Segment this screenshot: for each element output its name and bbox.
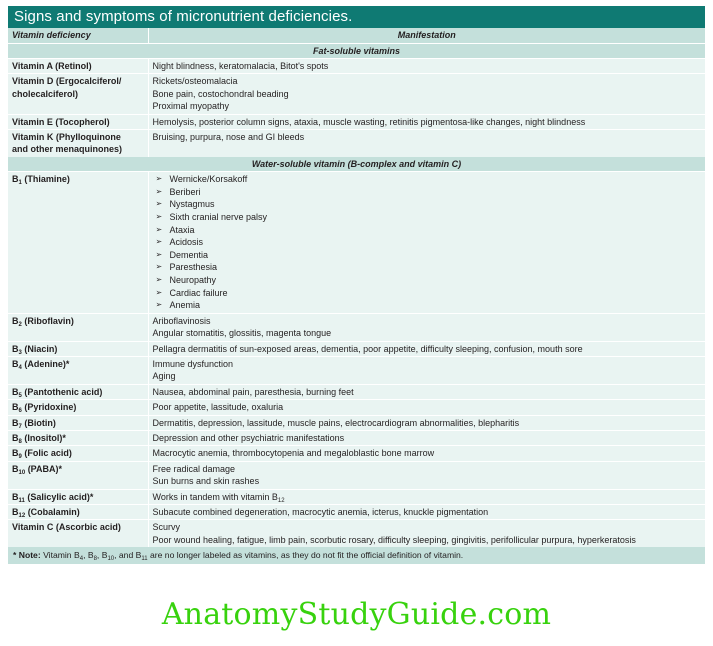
table-row-b9 xyxy=(8,446,705,461)
vitamin-letter: B xyxy=(12,343,19,354)
manifestation-line: Rickets/osteomalacia xyxy=(152,76,238,87)
manifestation-cell xyxy=(148,74,705,114)
vitamin-name-line: Vitamin D (Ergocalciferol/ xyxy=(12,76,122,87)
vitamin-subscript: 6 xyxy=(18,408,22,415)
manifestation-line: Dermatitis, depression, lassitude, muscle pains, electrocardiogram abnormalities, blepharitis xyxy=(152,417,520,428)
header-vitamin-deficiency: Vitamin deficiency xyxy=(8,28,148,43)
vitamin-name xyxy=(8,400,148,415)
manifestation-line: Sun burns and skin rashes xyxy=(152,476,260,487)
vitamin-subscript: 5 xyxy=(18,392,22,399)
header-manifestation: Manifestation xyxy=(148,28,705,43)
vitamin-subscript: 2 xyxy=(18,321,22,328)
table-header-row xyxy=(8,28,705,43)
manifestation-cell xyxy=(148,400,705,415)
list-item: ➢ Wernicke/Korsakoff xyxy=(153,173,702,186)
table-row-b12 xyxy=(8,505,705,520)
manifestation-line: Pellagra dermatitis of sun-exposed areas, dementia, poor appetite, difficulty sleeping, confusion, mouth sore xyxy=(152,343,583,354)
vitamin-subscript: 11 xyxy=(18,497,25,504)
vitamin-subscript: 3 xyxy=(18,349,22,356)
manifestation-cell xyxy=(148,129,705,156)
manifestation-cell xyxy=(148,172,705,314)
manifestation-cell xyxy=(148,446,705,461)
vitamin-name xyxy=(8,431,148,446)
table-row-b11 xyxy=(8,489,705,504)
footnote-subscript: 11 xyxy=(141,556,148,563)
vitamin-name xyxy=(8,384,148,399)
vitamin-name: Vitamin C (Ascorbic acid) xyxy=(8,520,148,547)
vitamin-letter: B xyxy=(12,315,19,326)
vitamin-chemical-name: (Biotin) xyxy=(21,417,56,428)
vitamin-chemical-name: (PABA)* xyxy=(25,463,63,474)
vitamin-name xyxy=(8,415,148,430)
manifestation-cell xyxy=(148,58,705,73)
list-item: ➢ Sixth cranial nerve palsy xyxy=(153,211,702,224)
manifestation-cell xyxy=(148,415,705,430)
micronutrient-table-figure xyxy=(8,6,705,564)
footnote-text: , and B xyxy=(114,550,142,561)
manifestation-line: Angular stomatitis, glossitis, magenta tongue xyxy=(152,328,332,339)
vitamin-letter: B xyxy=(12,448,19,459)
vitamin-name-line: and other menaquinones) xyxy=(12,144,123,155)
vitamin-letter: B xyxy=(12,507,19,518)
vitamin-name: Vitamin E (Tocopherol) xyxy=(8,114,148,129)
manifestation-line: Depression and other psychiatric manifestations xyxy=(152,433,345,444)
footnote-subscript: 10 xyxy=(107,556,115,563)
footnote-text: are no longer labeled as vitamins, as they do not fit the official definition of vitamin. xyxy=(147,550,464,561)
table-row-b10 xyxy=(8,461,705,489)
manifestation-line: Bruising, purpura, nose and GI bleeds xyxy=(152,131,305,142)
manifestation-cell xyxy=(148,384,705,399)
table-row-b1 xyxy=(8,172,705,314)
section-fat-soluble-label: Fat-soluble vitamins xyxy=(8,43,705,58)
vitamin-subscript: 12 xyxy=(18,513,26,520)
vitamin-name xyxy=(8,341,148,356)
vitamin-letter: B xyxy=(12,359,19,369)
vitamin-name-line: cholecalciferol) xyxy=(12,88,79,99)
section-water-soluble-label: Water-soluble vitamin (B-complex and vitamin C) xyxy=(8,157,705,172)
manifestation-cell xyxy=(148,114,705,129)
vitamin-subscript: 9 xyxy=(18,454,22,461)
vitamin-name xyxy=(8,489,148,504)
list-item: ➢ Beriberi xyxy=(153,186,702,199)
manifestation-line: Aging xyxy=(152,371,176,382)
vitamin-chemical-name: (Pantothenic acid) xyxy=(21,386,103,397)
vitamin-name xyxy=(8,446,148,461)
table-row-vitamin-k xyxy=(8,129,705,156)
vitamin-chemical-name: (Cobalamin) xyxy=(25,507,80,518)
vitamin-subscript: 1 xyxy=(18,180,22,187)
manifestation-cell xyxy=(148,357,705,385)
table-row-b8 xyxy=(8,431,705,446)
manifestation-line: Hemolysis, posterior column signs, ataxia, muscle wasting, retinitis pigmentosa-like changes, night blindness xyxy=(152,116,586,127)
vitamin-chemical-name: (Thiamine) xyxy=(21,174,70,185)
table-row-b4 xyxy=(8,357,705,385)
vitamin-name: Vitamin A (Retinol) xyxy=(8,58,148,73)
table-row-b2 xyxy=(8,313,705,341)
footnote-subscript: 4 xyxy=(79,556,84,563)
vitamin-name xyxy=(8,357,148,385)
list-item: ➢ Acidosis xyxy=(153,236,702,249)
vitamin-chemical-name: (Salicylic acid)* xyxy=(24,491,94,502)
vitamin-letter: B xyxy=(12,402,19,413)
table-row-b7 xyxy=(8,415,705,430)
manifestation-line: Immune dysfunction xyxy=(152,359,234,369)
manifestation-cell xyxy=(148,461,705,489)
vitamin-chemical-name: (Inositol)* xyxy=(21,433,66,444)
vitamin-letter: B xyxy=(12,463,19,474)
manifestation-text: Works in tandem with vitamin B xyxy=(152,491,278,502)
vitamin-name xyxy=(8,505,148,520)
vitamin-name xyxy=(8,129,148,156)
manifestation-line: Nausea, abdominal pain, paresthesia, burning feet xyxy=(152,386,354,397)
vitamin-letter: B xyxy=(12,417,19,428)
table-row-b5 xyxy=(8,384,705,399)
vitamin-chemical-name: (Niacin) xyxy=(21,343,58,354)
manifestation-cell xyxy=(148,313,705,341)
list-item: ➢ Dementia xyxy=(153,249,702,262)
manifestation-cell xyxy=(148,341,705,356)
footnote-text: Vitamin B xyxy=(40,550,80,561)
vitamin-chemical-name: (Folic acid) xyxy=(21,448,72,459)
list-item: ➢ Neuropathy xyxy=(153,274,702,287)
section-water-soluble xyxy=(8,157,705,172)
manifestation-line: Subacute combined degeneration, macrocytic anemia, icterus, knuckle pigmentation xyxy=(152,507,489,518)
manifestation-line: Night blindness, keratomalacia, Bitot's spots xyxy=(152,60,329,71)
list-item: ➢ Cardiac failure xyxy=(153,287,702,300)
table-row-b6 xyxy=(8,400,705,415)
vitamin-name-line: Vitamin K (Phylloquinone xyxy=(12,131,121,142)
table-row-b3 xyxy=(8,341,705,356)
manifestation-line: Proximal myopathy xyxy=(152,101,230,112)
footnote-subscript: 8 xyxy=(93,556,97,563)
table-footnote xyxy=(8,547,705,563)
site-watermark: AnatomyStudyGuide.com xyxy=(161,597,552,632)
manifestation-subscript: 12 xyxy=(277,497,285,504)
table-title: Signs and symptoms of micronutrient deficiencies. xyxy=(8,6,705,28)
vitamin-name xyxy=(8,461,148,489)
vitamin-subscript: 4 xyxy=(18,365,22,371)
vitamin-chemical-name: (Pyridoxine) xyxy=(21,402,77,413)
vitamin-letter: B xyxy=(12,491,19,502)
vitamin-chemical-name: (Adenine)* xyxy=(21,359,70,369)
manifestation-cell xyxy=(148,431,705,446)
list-item: ➢ Anemia xyxy=(153,299,702,312)
vitamin-letter: B xyxy=(12,386,19,397)
section-fat-soluble xyxy=(8,43,705,58)
list-item: ➢ Ataxia xyxy=(153,224,702,237)
manifestation-cell xyxy=(148,520,705,547)
vitamin-letter: B xyxy=(12,433,19,444)
vitamin-subscript: 7 xyxy=(18,423,22,430)
manifestation-line: Scurvy xyxy=(152,522,181,533)
vitamin-chemical-name: (Riboflavin) xyxy=(21,315,74,326)
table-row-vitamin-a xyxy=(8,58,705,73)
vitamin-subscript: 8 xyxy=(18,439,22,446)
table-row-vitamin-c xyxy=(8,520,705,547)
vitamin-subscript: 10 xyxy=(18,469,26,476)
vitamin-name xyxy=(8,74,148,114)
footnote-text: , B xyxy=(96,550,108,561)
footnote-text: , B xyxy=(83,550,94,561)
vitamin-letter: B xyxy=(12,174,19,185)
manifestation-cell xyxy=(148,489,705,504)
vitamin-name xyxy=(8,172,148,314)
table-footnote-row xyxy=(8,547,705,563)
manifestation-line: Macrocytic anemia, thrombocytopenia and megaloblastic bone marrow xyxy=(152,448,435,459)
manifestation-line: Poor wound healing, fatigue, limb pain, scorbutic rosary, difficulty sleeping, gingivitis, perifollicular purpura, hyperkeratosis xyxy=(152,534,636,545)
manifestation-line: Free radical damage xyxy=(152,463,236,474)
manifestation-line: Bone pain, costochondral beading xyxy=(152,88,289,99)
table-row-vitamin-e xyxy=(8,114,705,129)
deficiency-table xyxy=(8,28,705,564)
list-item: ➢ Paresthesia xyxy=(153,261,702,274)
footnote-label: * Note: xyxy=(13,550,41,561)
table-row-vitamin-d xyxy=(8,74,705,114)
manifestation-line: Ariboflavinosis xyxy=(152,315,211,326)
manifestation-line: Poor appetite, lassitude, oxaluria xyxy=(152,402,284,413)
thiamine-manifestation-list xyxy=(153,173,702,312)
manifestation-cell xyxy=(148,505,705,520)
vitamin-name xyxy=(8,313,148,341)
list-item: ➢ Nystagmus xyxy=(153,198,702,211)
